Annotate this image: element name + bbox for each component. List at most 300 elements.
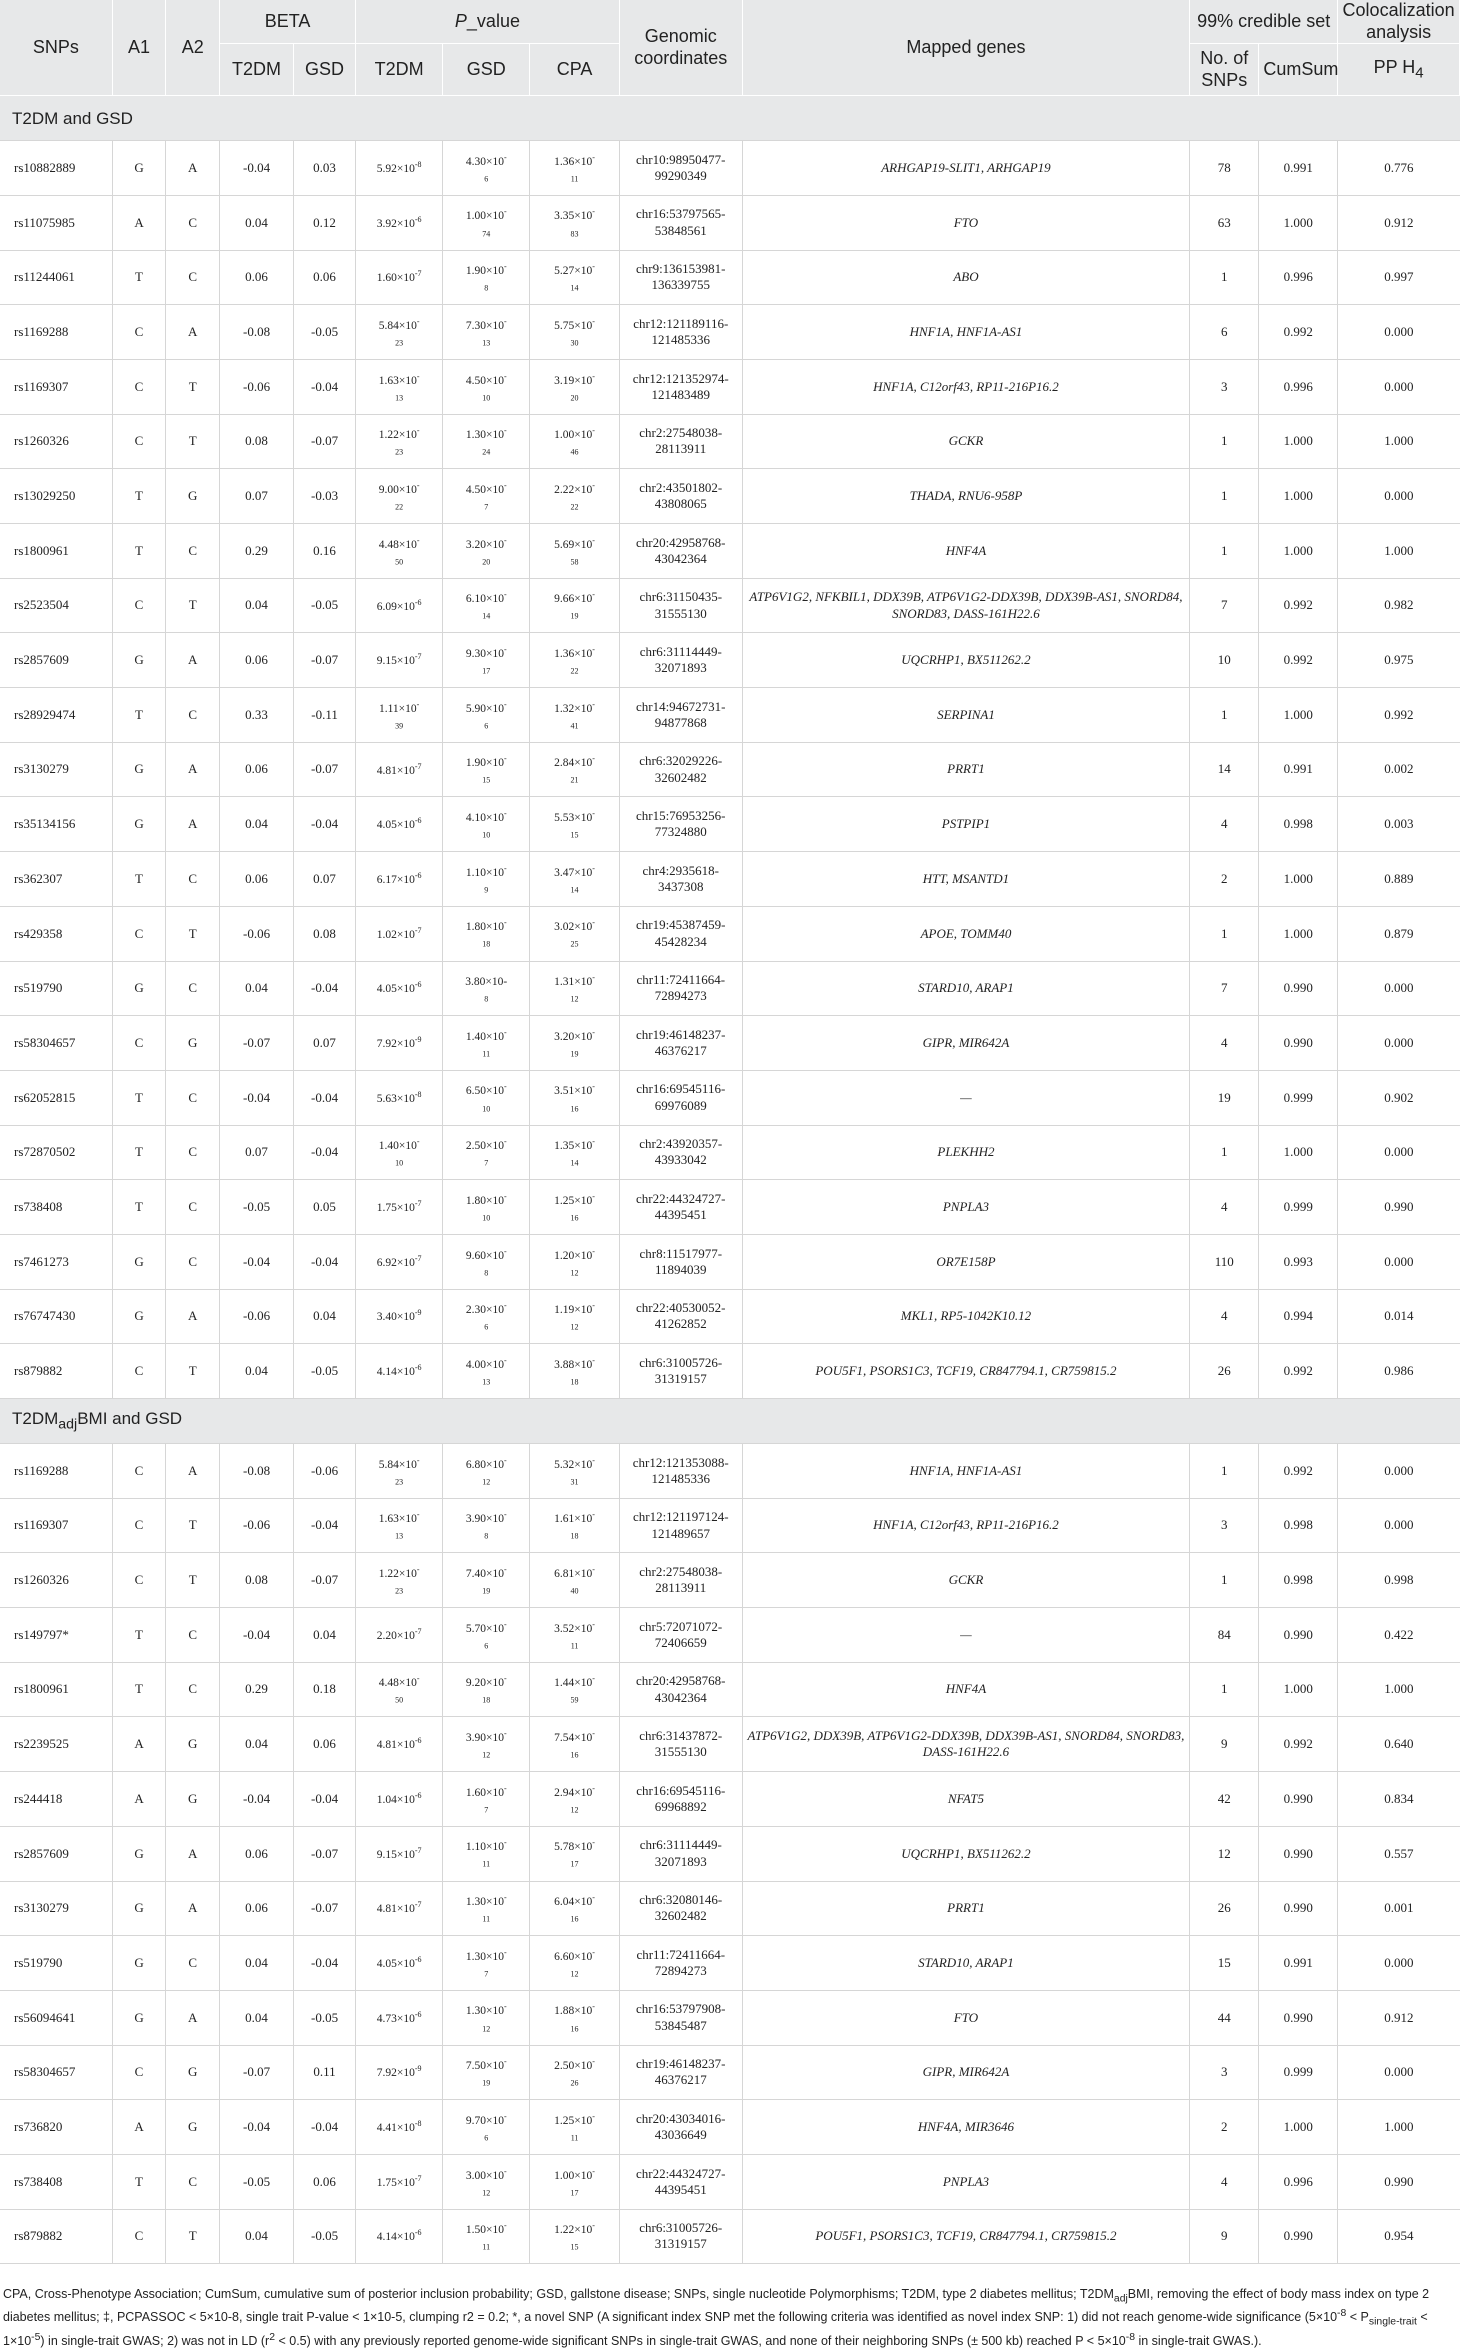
cell-p-cpa-exponent-wrap: 41 — [570, 720, 579, 730]
cell-cumsum: 0.992 — [1259, 633, 1338, 688]
table-row — [0, 1881, 1460, 1936]
cell-p-gsd-mantissa: 9.70×10 — [465, 2114, 504, 2127]
cell-p-t2dm-exponent-wrap: 50 — [395, 556, 404, 566]
cell-p-cpa — [530, 1990, 620, 2045]
table-row — [0, 1234, 1460, 1289]
cell-p-cpa-mantissa: 1.25×10 — [554, 2114, 593, 2127]
cell-p-gsd-exponent-wrap: 18 — [482, 1695, 491, 1705]
cell-p-gsd — [443, 2209, 530, 2264]
cell-p-cpa-exponent: - — [592, 1674, 595, 1684]
cell-pph4: 0.000 — [1338, 1498, 1460, 1553]
cell-p-t2dm — [356, 2154, 443, 2209]
cell-p-cpa-exponent-wrap: 16 — [570, 1914, 579, 1924]
cell-beta-t2dm: -0.07 — [220, 1016, 294, 1071]
cell-p-gsd-exponent: - — [503, 1355, 507, 1365]
header-cumsum: CumSum — [1259, 44, 1338, 96]
header-pvalue-p: P — [454, 10, 467, 31]
cell-a2: C — [166, 524, 220, 579]
cell-beta-t2dm: 0.08 — [220, 1553, 294, 1608]
cell-p-t2dm-mantissa: 1.75×10 — [376, 1201, 415, 1214]
cell-p-gsd-mantissa: 4.10×10 — [465, 811, 504, 824]
cell-cumsum: 0.990 — [1259, 1826, 1338, 1881]
cell-p-gsd — [443, 305, 530, 360]
cell-genomic-coordinates: chr12:121189116-121485336 — [619, 305, 742, 360]
cell-p-gsd — [443, 250, 530, 305]
cell-p-t2dm-mantissa: 9.00×10 — [378, 483, 417, 496]
cell-beta-t2dm: 0.04 — [220, 1344, 294, 1399]
cell-p-cpa-exponent-wrap: 11 — [570, 1640, 579, 1650]
cell-p-gsd-exponent-wrap: 11 — [482, 1914, 491, 1924]
cell-p-cpa — [530, 141, 620, 196]
cell-p-cpa — [530, 2209, 620, 2264]
cell-p-cpa — [530, 852, 620, 907]
cell-no-snps: 3 — [1190, 359, 1259, 414]
cell-p-t2dm — [356, 1608, 443, 1663]
header-credible: 99% credible set — [1190, 0, 1338, 44]
cell-p-gsd-exponent-wrap: 10 — [482, 1213, 491, 1223]
cell-beta-gsd: -0.05 — [294, 2209, 356, 2264]
cell-a2: C — [166, 1936, 220, 1991]
cell-p-t2dm-exponent: -7 — [414, 761, 422, 771]
cell-genomic-coordinates: chr6:32080146-32602482 — [619, 1881, 742, 1936]
cell-p-t2dm — [356, 1772, 443, 1827]
cell-cumsum: 1.000 — [1259, 524, 1338, 579]
cell-p-t2dm — [356, 1344, 443, 1399]
cell-cumsum: 0.991 — [1259, 742, 1338, 797]
cell-genomic-coordinates: chr12:121197124-121489657 — [619, 1498, 742, 1553]
cell-mapped-genes: HNF4A, MIR3646 — [742, 2100, 1190, 2155]
cell-p-cpa-exponent-wrap: 83 — [570, 228, 579, 238]
cell-p-gsd-exponent-wrap: 13 — [482, 1377, 491, 1387]
cell-p-gsd — [443, 688, 530, 743]
cell-mapped-genes: STARD10, ARAP1 — [742, 1936, 1190, 1991]
table-body — [0, 96, 1460, 2264]
cell-genomic-coordinates: chr6:31005726-31319157 — [619, 1344, 742, 1399]
cell-p-gsd-exponent: - — [503, 863, 507, 873]
cell-beta-gsd: -0.06 — [294, 1444, 356, 1499]
cell-p-gsd-exponent-wrap: 20 — [482, 556, 491, 566]
cell-p-t2dm-mantissa: 1.63×10 — [378, 1513, 417, 1526]
cell-cumsum: 0.992 — [1259, 1444, 1338, 1499]
cell-p-cpa-exponent-wrap: 16 — [570, 1750, 579, 1760]
cell-p-gsd-exponent-wrap: 8 — [484, 1267, 489, 1277]
cell-cumsum: 0.993 — [1259, 1234, 1338, 1289]
cell-a2: C — [166, 2154, 220, 2209]
cell-no-snps: 84 — [1190, 1608, 1259, 1663]
cell-p-gsd-exponent-wrap: 8 — [484, 994, 489, 1004]
cell-genomic-coordinates: chr15:76953256-77324880 — [619, 797, 742, 852]
cell-p-cpa-mantissa: 3.51×10 — [554, 1085, 593, 1098]
cell-no-snps: 1 — [1190, 414, 1259, 469]
cell-snp: rs1169307 — [0, 1498, 112, 1553]
cell-mapped-genes: ATP6V1G2, NFKBIL1, DDX39B, ATP6V1G2-DDX39B, DDX39B-AS1, SNORD84, SNORD83, DASS-161H22.6 — [742, 578, 1190, 633]
cell-no-snps: 4 — [1190, 1016, 1259, 1071]
cell-p-cpa-exponent: - — [592, 2057, 595, 2067]
cell-genomic-coordinates: chr11:72411664-72894273 — [619, 961, 742, 1016]
cell-a1: C — [112, 2045, 166, 2100]
cell-p-gsd-exponent-wrap: 12 — [482, 2023, 491, 2033]
cell-no-snps: 4 — [1190, 797, 1259, 852]
cell-p-cpa — [530, 742, 620, 797]
cell-beta-gsd: -0.04 — [294, 1125, 356, 1180]
cell-beta-gsd: -0.07 — [294, 742, 356, 797]
cell-a1: T — [112, 2154, 166, 2209]
cell-p-t2dm-mantissa: 4.81×10 — [376, 1739, 415, 1752]
cell-no-snps: 7 — [1190, 578, 1259, 633]
cell-p-gsd — [443, 578, 530, 633]
cell-snp: rs2523504 — [0, 578, 112, 633]
cell-p-gsd-exponent: - — [503, 2111, 507, 2121]
cell-p-gsd — [443, 742, 530, 797]
cell-p-cpa-mantissa: 1.36×10 — [554, 647, 593, 660]
cell-p-cpa-mantissa: 1.61×10 — [554, 1513, 593, 1526]
cell-no-snps: 63 — [1190, 195, 1259, 250]
cell-p-gsd-exponent: - — [503, 754, 507, 764]
cell-p-t2dm-exponent: -7 — [414, 1626, 422, 1636]
cell-p-cpa-exponent-wrap: 25 — [570, 939, 579, 949]
cell-snp: rs244418 — [0, 1772, 112, 1827]
footnote-text: in single-trait GWAS.). — [1135, 2333, 1262, 2348]
cell-p-gsd-mantissa: 9.20×10 — [465, 1677, 504, 1690]
cell-p-t2dm-exponent: -8 — [414, 2119, 422, 2129]
cell-pph4: 0.000 — [1338, 1444, 1460, 1499]
cell-pph4: 0.982 — [1338, 578, 1460, 633]
cell-p-t2dm — [356, 469, 443, 524]
cell-p-gsd — [443, 469, 530, 524]
cell-p-t2dm-mantissa: 4.05×10 — [376, 983, 415, 996]
cell-p-gsd-exponent-wrap: 12 — [482, 1750, 491, 1760]
cell-no-snps: 3 — [1190, 1498, 1259, 1553]
cell-cumsum: 1.000 — [1259, 906, 1338, 961]
cell-beta-t2dm: -0.04 — [220, 1070, 294, 1125]
cell-p-gsd — [443, 2100, 530, 2155]
cell-p-gsd — [443, 1016, 530, 1071]
cell-beta-gsd: 0.06 — [294, 2154, 356, 2209]
cell-beta-t2dm: -0.05 — [220, 2154, 294, 2209]
cell-mapped-genes: STARD10, ARAP1 — [742, 961, 1190, 1016]
cell-p-cpa — [530, 2045, 620, 2100]
cell-cumsum: 1.000 — [1259, 414, 1338, 469]
cell-p-gsd — [443, 1936, 530, 1991]
cell-beta-gsd: -0.11 — [294, 688, 356, 743]
cell-snp: rs7461273 — [0, 1234, 112, 1289]
cell-a2: C — [166, 1180, 220, 1235]
cell-snp: rs429358 — [0, 906, 112, 961]
cell-genomic-coordinates: chr16:53797908-53845487 — [619, 1990, 742, 2045]
cell-mapped-genes: PRRT1 — [742, 742, 1190, 797]
cell-p-gsd-mantissa: 2.30×10 — [465, 1304, 504, 1317]
cell-no-snps: 44 — [1190, 1990, 1259, 2045]
cell-a1: C — [112, 305, 166, 360]
cell-p-t2dm-exponent-wrap: 13 — [395, 392, 404, 402]
cell-p-gsd-mantissa: 4.50×10 — [465, 374, 504, 387]
cell-p-cpa-exponent: - — [592, 1510, 595, 1520]
cell-p-cpa — [530, 1936, 620, 1991]
cell-a2: T — [166, 1498, 220, 1553]
cell-a2: A — [166, 141, 220, 196]
table-row — [0, 1826, 1460, 1881]
footnote-text: CPA, Cross-Phenotype Association; CumSum, cumulative sum of posterior inclusion probability; GSD, gallstone disease; SNPs, single nucleotide Polymorphisms; T2DM, type 2 diabetes mellitus; T2DM — [3, 2287, 1114, 2301]
cell-pph4: 0.776 — [1338, 141, 1460, 196]
cell-p-t2dm-exponent: -7 — [414, 1900, 422, 1910]
cell-p-gsd — [443, 2045, 530, 2100]
cell-beta-gsd: -0.04 — [294, 359, 356, 414]
cell-p-t2dm-exponent: -6 — [414, 214, 422, 224]
cell-no-snps: 19 — [1190, 1070, 1259, 1125]
cell-p-cpa-exponent: - — [592, 1893, 595, 1903]
cell-p-cpa-mantissa: 2.84×10 — [554, 757, 593, 770]
cell-p-gsd-mantissa: 1.30×10 — [465, 429, 504, 442]
cell-p-gsd-exponent: - — [503, 316, 507, 326]
cell-a1: C — [112, 1498, 166, 1553]
cell-p-t2dm-mantissa: 5.92×10 — [376, 162, 415, 175]
cell-a1: G — [112, 797, 166, 852]
header-pph4-sub: 4 — [1415, 64, 1424, 82]
cell-p-gsd-mantissa: 3.80×10- — [465, 975, 508, 988]
cell-cumsum: 0.992 — [1259, 1717, 1338, 1772]
cell-mapped-genes: OR7E158P — [742, 1234, 1190, 1289]
cell-p-cpa-exponent: - — [592, 426, 595, 436]
cell-beta-gsd: 0.06 — [294, 250, 356, 305]
cell-a1: C — [112, 414, 166, 469]
header-beta-gsd: GSD — [294, 44, 356, 96]
cell-p-cpa-exponent: - — [592, 1137, 595, 1147]
table-row — [0, 1498, 1460, 1553]
cell-p-t2dm — [356, 1936, 443, 1991]
cell-a2: T — [166, 1344, 220, 1399]
cell-p-t2dm-exponent: -6 — [414, 2228, 422, 2238]
cell-p-cpa — [530, 469, 620, 524]
cell-pph4: 0.014 — [1338, 1289, 1460, 1344]
cell-p-cpa-exponent: - — [592, 1619, 595, 1629]
cell-p-t2dm-exponent-wrap: 23 — [395, 338, 404, 348]
cell-p-t2dm-mantissa: 1.11×10 — [378, 702, 417, 715]
cell-p-gsd — [443, 1444, 530, 1499]
cell-pph4: 0.557 — [1338, 1826, 1460, 1881]
cell-pph4: 0.912 — [1338, 1990, 1460, 2045]
cell-p-t2dm-mantissa: 4.14×10 — [376, 1365, 415, 1378]
cell-pph4: 0.002 — [1338, 742, 1460, 797]
cell-p-cpa-exponent: - — [592, 973, 595, 983]
cell-genomic-coordinates: chr14:94672731-94877868 — [619, 688, 742, 743]
cell-cumsum: 0.992 — [1259, 305, 1338, 360]
cell-p-gsd-exponent: - — [503, 809, 507, 819]
cell-snp: rs58304657 — [0, 1016, 112, 1071]
cell-p-cpa — [530, 1289, 620, 1344]
cell-p-gsd — [443, 414, 530, 469]
cell-p-gsd-exponent: - — [503, 644, 507, 654]
cell-beta-t2dm: 0.29 — [220, 1662, 294, 1717]
cell-pph4: 0.422 — [1338, 1608, 1460, 1663]
cell-p-t2dm-exponent: -6 — [414, 1790, 422, 1800]
cell-a2: A — [166, 1881, 220, 1936]
cell-no-snps: 78 — [1190, 141, 1259, 196]
header-p-t2dm: T2DM — [356, 44, 443, 96]
cell-beta-gsd: 0.04 — [294, 1608, 356, 1663]
cell-genomic-coordinates: chr12:121352974-121483489 — [619, 359, 742, 414]
cell-p-gsd — [443, 1881, 530, 1936]
cell-p-t2dm-exponent-wrap: 23 — [395, 447, 404, 457]
cell-p-gsd-exponent: - — [503, 1838, 507, 1848]
cell-p-t2dm-mantissa: 1.22×10 — [378, 1567, 417, 1580]
cell-p-cpa — [530, 1881, 620, 1936]
cell-p-t2dm-mantissa: 5.84×10 — [378, 1458, 417, 1471]
cell-snp: rs519790 — [0, 1936, 112, 1991]
cell-genomic-coordinates: chr16:69545116-69968892 — [619, 1772, 742, 1827]
cell-p-gsd — [443, 2154, 530, 2209]
cell-a2: C — [166, 1125, 220, 1180]
cell-no-snps: 1 — [1190, 1553, 1259, 1608]
cell-p-cpa — [530, 359, 620, 414]
cell-p-cpa-exponent-wrap: 19 — [570, 1049, 579, 1059]
cell-p-t2dm-mantissa: 6.09×10 — [376, 600, 415, 613]
cell-mapped-genes: GCKR — [742, 414, 1190, 469]
cell-beta-gsd: -0.04 — [294, 2100, 356, 2155]
cell-p-t2dm — [356, 1180, 443, 1235]
cell-p-cpa-exponent-wrap: 12 — [570, 1267, 579, 1277]
cell-p-cpa-exponent-wrap: 31 — [570, 1476, 579, 1486]
table-footnote — [3, 2286, 1455, 2351]
cell-beta-t2dm: 0.04 — [220, 1717, 294, 1772]
cell-cumsum: 1.000 — [1259, 1662, 1338, 1717]
cell-p-cpa — [530, 1234, 620, 1289]
cell-p-gsd — [443, 797, 530, 852]
cell-pph4: 0.834 — [1338, 1772, 1460, 1827]
cell-cumsum: 0.999 — [1259, 1180, 1338, 1235]
cell-mapped-genes: — — [742, 1070, 1190, 1125]
cell-p-t2dm — [356, 1881, 443, 1936]
cell-p-t2dm-exponent: -6 — [414, 980, 422, 990]
cell-p-cpa — [530, 1180, 620, 1235]
table-row — [0, 2154, 1460, 2209]
cell-p-cpa — [530, 906, 620, 961]
cell-p-gsd — [443, 1180, 530, 1235]
cell-p-gsd-exponent: - — [503, 207, 507, 217]
cell-snp: rs1800961 — [0, 1662, 112, 1717]
cell-p-cpa-exponent: - — [592, 1027, 595, 1037]
cell-p-gsd-exponent: - — [503, 1783, 507, 1793]
cell-p-cpa — [530, 633, 620, 688]
cell-beta-gsd: -0.07 — [294, 633, 356, 688]
cell-p-cpa — [530, 524, 620, 579]
cell-beta-t2dm: 0.33 — [220, 688, 294, 743]
cell-p-gsd-exponent-wrap: 14 — [482, 611, 491, 621]
cell-p-cpa-exponent-wrap: 22 — [570, 666, 579, 676]
cell-genomic-coordinates: chr2:43920357-43933042 — [619, 1125, 742, 1180]
cell-pph4: 0.000 — [1338, 1016, 1460, 1071]
cell-p-cpa-exponent-wrap: 14 — [570, 885, 579, 895]
cell-p-t2dm-mantissa: 1.04×10 — [376, 1793, 415, 1806]
cell-p-cpa-exponent-wrap: 46 — [570, 447, 579, 457]
cell-p-cpa-exponent-wrap: 11 — [570, 174, 579, 184]
cell-p-cpa-exponent-wrap: 59 — [570, 1695, 579, 1705]
cell-snp: rs35134156 — [0, 797, 112, 852]
cell-p-cpa — [530, 1125, 620, 1180]
cell-cumsum: 0.991 — [1259, 141, 1338, 196]
cell-p-cpa-exponent: - — [592, 2002, 595, 2012]
cell-a1: G — [112, 1234, 166, 1289]
cell-p-cpa-mantissa: 3.52×10 — [554, 1622, 593, 1635]
cell-p-gsd-exponent: - — [503, 590, 507, 600]
cell-p-cpa-exponent: - — [592, 1838, 595, 1848]
cell-genomic-coordinates: chr20:42958768-43042364 — [619, 524, 742, 579]
cell-p-gsd-exponent-wrap: 6 — [484, 1322, 489, 1332]
header-pvalue — [356, 0, 620, 44]
cell-p-gsd-exponent-wrap: 10 — [482, 1103, 491, 1113]
cell-a1: C — [112, 906, 166, 961]
cell-beta-t2dm: -0.06 — [220, 359, 294, 414]
header-pvalue-rest: _value — [466, 10, 520, 31]
cell-snp: rs1260326 — [0, 1553, 112, 1608]
cell-p-cpa-exponent-wrap: 12 — [570, 994, 579, 1004]
cell-p-cpa-mantissa: 3.35×10 — [554, 210, 593, 223]
cell-p-cpa-exponent: - — [592, 809, 595, 819]
cell-p-gsd-exponent-wrap: 7 — [484, 502, 489, 512]
cell-genomic-coordinates: chr6:32029226-32602482 — [619, 742, 742, 797]
cell-a2: G — [166, 1717, 220, 1772]
cell-a1: C — [112, 1344, 166, 1399]
cell-p-cpa-exponent-wrap: 18 — [570, 1531, 579, 1541]
cell-p-gsd-exponent-wrap: 9 — [484, 885, 489, 895]
table-row — [0, 359, 1460, 414]
cell-p-t2dm-mantissa: 1.40×10 — [378, 1139, 417, 1152]
table-row — [0, 305, 1460, 360]
cell-p-cpa-exponent: - — [592, 1729, 595, 1739]
cell-mapped-genes: SERPINA1 — [742, 688, 1190, 743]
cell-no-snps: 26 — [1190, 1344, 1259, 1399]
cell-p-gsd-exponent-wrap: 6 — [484, 2133, 489, 2143]
cell-p-cpa-exponent: - — [592, 644, 595, 654]
cell-p-gsd-exponent: - — [503, 1729, 507, 1739]
cell-a1: C — [112, 359, 166, 414]
cell-no-snps: 110 — [1190, 1234, 1259, 1289]
table-row — [0, 578, 1460, 633]
cell-p-t2dm-exponent: -6 — [414, 1736, 422, 1746]
cell-p-cpa — [530, 1553, 620, 1608]
table-row — [0, 250, 1460, 305]
cell-a1: T — [112, 1180, 166, 1235]
cell-genomic-coordinates: chr22:44324727-44395451 — [619, 1180, 742, 1235]
cell-beta-t2dm: 0.04 — [220, 797, 294, 852]
cell-snp: rs56094641 — [0, 1990, 112, 2045]
cell-mapped-genes: FTO — [742, 1990, 1190, 2045]
cell-p-gsd-mantissa: 3.90×10 — [465, 1513, 504, 1526]
cell-p-gsd-mantissa: 1.10×10 — [465, 1841, 504, 1854]
cell-p-cpa — [530, 250, 620, 305]
table-row — [0, 742, 1460, 797]
cell-p-cpa-mantissa: 3.20×10 — [554, 1030, 593, 1043]
cell-p-cpa-exponent-wrap: 12 — [570, 1805, 579, 1815]
cell-no-snps: 12 — [1190, 1826, 1259, 1881]
table-row — [0, 2100, 1460, 2155]
cell-p-cpa-mantissa: 1.32×10 — [554, 702, 593, 715]
cell-p-gsd-mantissa: 1.60×10 — [465, 1786, 504, 1799]
cell-p-t2dm-mantissa: 5.84×10 — [378, 319, 417, 332]
cell-p-cpa-mantissa: 1.00×10 — [554, 429, 593, 442]
cell-snp: rs1260326 — [0, 414, 112, 469]
section-title-sub: adj — [58, 1416, 78, 1433]
cell-p-cpa — [530, 2100, 620, 2155]
cell-p-gsd-mantissa: 2.50×10 — [465, 1139, 504, 1152]
cell-p-gsd-mantissa: 1.30×10 — [465, 1950, 504, 1963]
cell-beta-t2dm: 0.07 — [220, 469, 294, 524]
cell-snp: rs149797* — [0, 1608, 112, 1663]
cell-p-cpa-mantissa: 1.36×10 — [554, 155, 593, 168]
cell-genomic-coordinates: chr19:45387459-45428234 — [619, 906, 742, 961]
cell-p-t2dm — [356, 1662, 443, 1717]
cell-beta-t2dm: -0.04 — [220, 1234, 294, 1289]
cell-p-t2dm-exponent: - — [416, 1674, 420, 1684]
